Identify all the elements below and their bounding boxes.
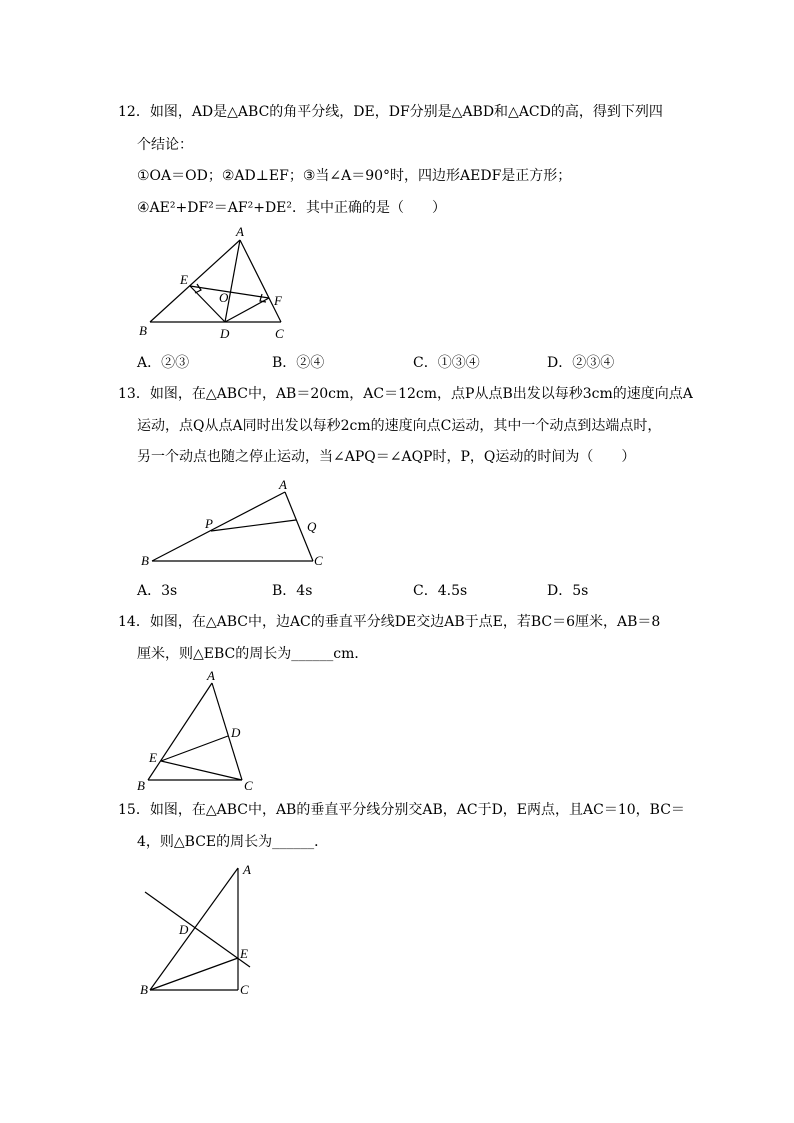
- q15-label-e: E: [240, 946, 248, 961]
- q15-triangle: [145, 868, 250, 990]
- q13-line-3: 另一个动点也随之停止运动，当∠APQ＝∠AQP时，P，Q运动的时间为（ ）: [137, 449, 636, 465]
- q14-line-1: 14．如图，在△ABC中，边AC的垂直平分线DE交边AB于点E，若BC＝6厘米，AB＝8: [118, 614, 661, 630]
- q12-label-b: B: [139, 323, 147, 338]
- q12-label-d: D: [220, 326, 230, 341]
- q12-label-a: A: [236, 224, 244, 239]
- q12-label-e: E: [180, 272, 188, 287]
- q13-label-c: C: [314, 553, 323, 568]
- q14-label-a: A: [207, 668, 215, 683]
- q13-line-1: 13．如图，在△ABC中，AB＝20cm，AC＝12cm，点P从点B出发以每秒3cm的速度向点A: [118, 386, 693, 402]
- q13-line-2: 运动，点Q从点A同时出发以每秒2cm的速度向点C运动，其中一个动点到达端点时，: [137, 418, 662, 434]
- q13-option-a: A．3s: [137, 583, 178, 599]
- q13-option-b: B．4s: [272, 583, 313, 599]
- q13-label-p: P: [205, 516, 213, 531]
- q14-label-d: D: [231, 725, 241, 740]
- q15-label-b: B: [140, 982, 148, 997]
- q15-label-d: D: [179, 922, 189, 937]
- q12-option-d: D．②③④: [547, 355, 615, 371]
- q15-line-1: 15．如图，在△ABC中，AB的垂直平分线分别交AB，AC于D，E两点，且AC＝10，BC＝: [118, 802, 685, 818]
- q12-label-o: O: [219, 290, 229, 305]
- q12-line-4: ④AE²+DF²＝AF²+DE²．其中正确的是（ ）: [137, 200, 446, 216]
- q12-line-1: 12．如图，AD是△ABC的角平分线，DE，DF分别是△ABD和△ACD的高，得到下列四: [118, 104, 663, 120]
- q12-label-c: C: [275, 326, 284, 341]
- q13-label-a: A: [279, 477, 287, 492]
- q13-option-c: C．4.5s: [413, 583, 468, 599]
- q14-label-e: E: [149, 750, 157, 765]
- q13-option-d: D．5s: [547, 583, 589, 599]
- q15-line-2: 4，则△BCE的周长为______．: [137, 834, 329, 850]
- q12-option-b: B．②④: [272, 355, 325, 371]
- q12-label-f: F: [274, 293, 282, 308]
- q14-line-2: 厘米，则△EBC的周长为______cm．: [137, 646, 369, 662]
- q12-line-2: 个结论：: [137, 137, 193, 153]
- q14-label-c: C: [244, 778, 253, 793]
- q15-label-c: C: [240, 982, 249, 997]
- q14-label-b: B: [137, 778, 145, 793]
- q12-line-3: ①OA＝OD；②AD⊥EF；③当∠A＝90°时，四边形AEDF是正方形；: [137, 168, 572, 184]
- q13-label-q: Q: [307, 519, 317, 534]
- q15-label-a: A: [243, 862, 251, 877]
- q13-label-b: B: [141, 553, 149, 568]
- q12-option-a: A．②③: [137, 355, 190, 371]
- q12-option-c: C．①③④: [413, 355, 480, 371]
